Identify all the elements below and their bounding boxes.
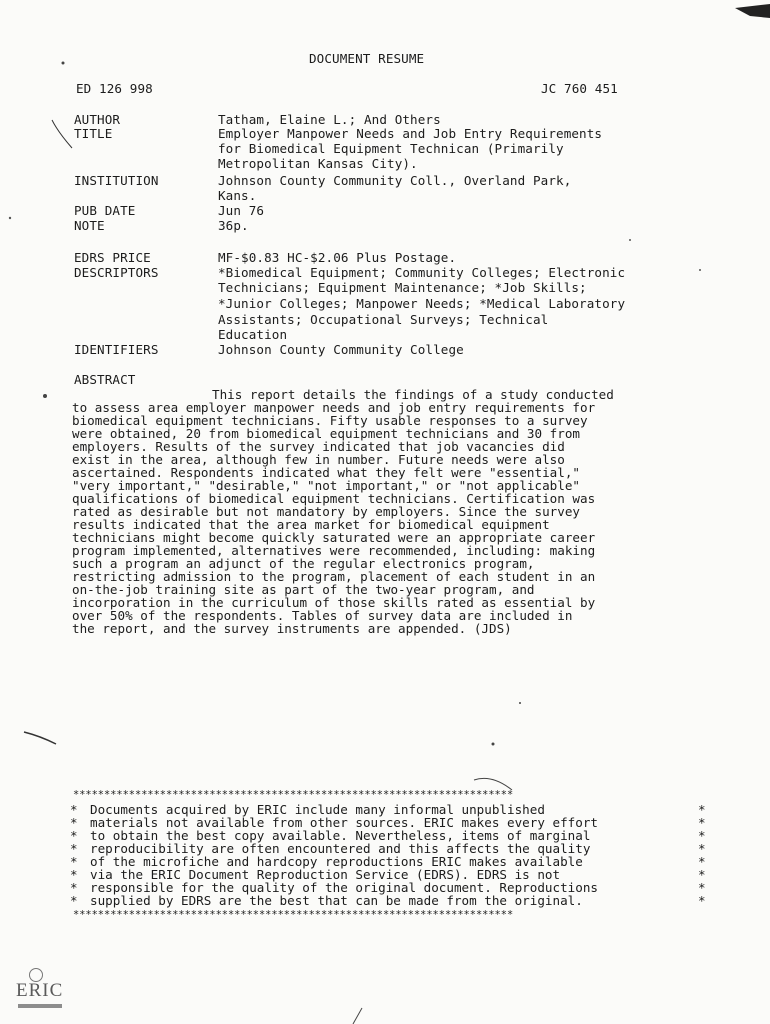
abstract-line: This report details the findings of a study conducted bbox=[212, 387, 614, 402]
abstract-line: over 50% of the respondents. Tables of survey data are included in bbox=[72, 608, 573, 623]
descriptor-line: *Biomedical Equipment; Community Colleges; Electronic bbox=[218, 265, 626, 280]
jc-number: JC 760 451 bbox=[541, 81, 618, 96]
descriptor-line: Assistants; Occupational Surveys; Technical bbox=[218, 312, 549, 327]
abstract-line: exist in the area, although few in number. Future needs were also bbox=[72, 452, 565, 467]
notice-line: * via the ERIC Document Reproduction Service (EDRS). EDRS is not * bbox=[70, 867, 706, 882]
eric-logo-text: ERIC bbox=[16, 980, 64, 1001]
note-label: NOTE bbox=[74, 218, 105, 233]
abstract-line: ascertained. Respondents indicated what they felt were "essential," bbox=[72, 465, 580, 480]
descriptor-line: Technicians; Equipment Maintenance; *Job Skills; bbox=[218, 280, 587, 295]
abstract-line: technicians might become quickly saturated were an appropriate career bbox=[72, 530, 596, 545]
star-border-top: *********************************************************************** bbox=[73, 789, 514, 801]
star-mark: * bbox=[698, 893, 706, 908]
identifiers-label: IDENTIFIERS bbox=[74, 342, 159, 357]
abstract-line: restricting admission to the program, placement of each student in an bbox=[72, 569, 596, 584]
star-mark: * bbox=[70, 893, 78, 908]
star-border-bottom: *********************************************************************** bbox=[73, 909, 514, 921]
star-mark: * bbox=[698, 815, 706, 830]
abstract-line: the report, and the survey instruments are appended. (JDS) bbox=[72, 621, 512, 636]
star-mark: * bbox=[70, 841, 78, 856]
star-mark: * bbox=[70, 880, 78, 895]
star-mark: * bbox=[70, 802, 78, 817]
author-value: Tatham, Elaine L.; And Others bbox=[218, 112, 441, 127]
pub-date-label: PUB DATE bbox=[74, 203, 136, 218]
star-mark: * bbox=[698, 854, 706, 869]
ed-number: ED 126 998 bbox=[76, 81, 153, 96]
note-value: 36p. bbox=[218, 218, 249, 233]
institution-line: Kans. bbox=[218, 188, 257, 203]
pub-date-value: Jun 76 bbox=[218, 203, 265, 218]
star-mark: * bbox=[698, 828, 706, 843]
star-mark: * bbox=[70, 854, 78, 869]
abstract-line: to assess area employer manpower needs and job entry requirements for bbox=[72, 400, 596, 415]
abstract-line: employers. Results of the survey indicated that job vacancies did bbox=[72, 439, 565, 454]
edrs-price-value: MF-$0.83 HC-$2.06 Plus Postage. bbox=[218, 250, 457, 265]
abstract-line: "very important," "desirable," "not important," or "not applicable" bbox=[72, 478, 580, 493]
abstract-body bbox=[72, 388, 702, 635]
notice-line: * reproducibility are often encountered and this affects the quality * bbox=[70, 841, 706, 856]
descriptor-line: Education bbox=[218, 327, 288, 342]
abstract-line: program implemented, alternatives were recommended, including: making bbox=[72, 543, 596, 558]
abstract-line: on-the-job training site as part of the two-year program, and bbox=[72, 582, 535, 597]
abstract-line: qualifications of biomedical equipment technicians. Certification was bbox=[72, 491, 596, 506]
notice-line: * responsible for the quality of the original document. Reproductions * bbox=[70, 880, 706, 895]
star-mark: * bbox=[698, 880, 706, 895]
abstract-line: results indicated that the area market for biomedical equipment bbox=[72, 517, 550, 532]
title-label: TITLE bbox=[74, 126, 113, 141]
abstract-label: ABSTRACT bbox=[74, 372, 136, 387]
title-line: for Biomedical Equipment Technican (Primarily bbox=[218, 141, 564, 156]
institution-line: Johnson County Community Coll., Overland Park, bbox=[218, 173, 572, 188]
edrs-price-label: EDRS PRICE bbox=[74, 250, 151, 265]
star-mark: * bbox=[698, 867, 706, 882]
star-mark: * bbox=[70, 867, 78, 882]
abstract-line: such a program an adjunct of the regular electronics program, bbox=[72, 556, 535, 571]
star-mark: * bbox=[698, 841, 706, 856]
abstract-line: biomedical equipment technicians. Fifty usable responses to a survey bbox=[72, 413, 588, 428]
author-label: AUTHOR bbox=[74, 112, 121, 127]
abstract-line: rated as desirable but not mandatory by employers. Since the survey bbox=[72, 504, 580, 519]
descriptor-line: *Junior Colleges; Manpower Needs; *Medical Laboratory bbox=[218, 296, 626, 311]
document-title: DOCUMENT RESUME bbox=[309, 51, 425, 66]
institution-label: INSTITUTION bbox=[74, 173, 159, 188]
eric-notice bbox=[70, 803, 720, 907]
notice-line: * Documents acquired by ERIC include many informal unpublished * bbox=[70, 802, 706, 817]
descriptors-label: DESCRIPTORS bbox=[74, 265, 159, 280]
abstract-line: incorporation in the curriculum of those skills rated as essential by bbox=[72, 595, 596, 610]
star-mark: * bbox=[70, 815, 78, 830]
star-mark: * bbox=[698, 802, 706, 817]
title-line: Employer Manpower Needs and Job Entry Requirements bbox=[218, 126, 603, 141]
abstract-line: were obtained, 20 from biomedical equipment technicians and 30 from bbox=[72, 426, 580, 441]
identifiers-value: Johnson County Community College bbox=[218, 342, 464, 357]
notice-line: * supplied by EDRS are the best that can be made from the original. * bbox=[70, 893, 706, 908]
notice-line: * materials not available from other sources. ERIC makes every effort * bbox=[70, 815, 706, 830]
title-line: Metropolitan Kansas City). bbox=[218, 156, 418, 171]
notice-line: * to obtain the best copy available. Nevertheless, items of marginal * bbox=[70, 828, 706, 843]
notice-line: * of the microfiche and hardcopy reproductions ERIC makes available * bbox=[70, 854, 706, 869]
star-mark: * bbox=[70, 828, 78, 843]
eric-logo-strip bbox=[18, 1004, 62, 1008]
